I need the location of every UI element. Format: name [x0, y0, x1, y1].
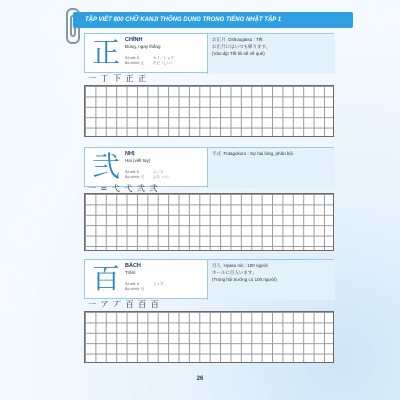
example-reading: Futagokoro : Sự hai lòng, phản bội — [223, 151, 293, 156]
radical: Bộ chính: 止 — [125, 61, 145, 65]
stroke-order: 一 丁 下 正 正 — [88, 74, 148, 83]
example-translation: (Trong hội trường có 100 người) — [212, 277, 277, 282]
example-sentence: ホールに百人います。 — [212, 270, 257, 276]
onyomi: ヒャク — [153, 282, 164, 286]
stroke-info — [125, 56, 174, 66]
han-viet-reading: BÁCH — [125, 263, 141, 269]
kanji-info-box — [84, 33, 334, 73]
kanji-meaning: Trăm — [125, 270, 136, 275]
stroke-order: 一 = 弋 弋 弐 弐 — [88, 184, 159, 193]
han-viet-reading: NHỊ — [125, 151, 135, 157]
kanji-info-box — [84, 259, 334, 299]
example-reading: Hyaku nin : 100 người — [223, 263, 269, 268]
kanji-character: 百 — [91, 262, 120, 295]
kanji-character: 弐 — [91, 150, 120, 183]
page-number: 26 — [196, 376, 204, 382]
stroke-info — [125, 282, 164, 292]
header-title: TẬP VIẾT 800 CHỮ KANJI THÔNG DỤNG TRONG TIẾNG NHẬT TẬP 1 — [85, 17, 282, 23]
kanji-info-box — [84, 147, 334, 187]
example-sentence: お正月にはいつも帰ります。 — [212, 44, 271, 50]
kanji-meaning: Hai (viết tay) — [125, 158, 151, 163]
onyomi: ニ／ジ — [153, 170, 164, 174]
stroke-info — [125, 170, 171, 180]
practice-grid[interactable] — [84, 193, 334, 251]
page-header — [73, 12, 353, 28]
onyomi: セイ／ショウ — [153, 56, 174, 60]
example-translation: (Vào dịp Tết tôi sẽ về quê) — [212, 51, 265, 56]
kanji-character: 正 — [91, 36, 120, 69]
example-word: 百人 — [212, 264, 221, 269]
stroke-count: Số nét: 5 — [125, 56, 140, 60]
example-word: お正月 — [212, 38, 226, 43]
kunyomi: ふた（つ） — [153, 175, 171, 179]
kunyomi: ただ（しい） — [153, 61, 174, 65]
example-reading: Oshougatsu : Tết — [228, 37, 263, 42]
practice-grid[interactable] — [84, 85, 334, 137]
radical: Bộ chính: 白 — [125, 287, 145, 291]
kanji-meaning: Đúng, ngay thẳng — [125, 44, 161, 49]
example-box — [207, 34, 335, 74]
han-viet-reading: CHÍNH — [125, 37, 143, 43]
practice-grid[interactable] — [84, 311, 334, 363]
stroke-count: Số nét: 6 — [125, 282, 140, 286]
stroke-count: Số nét: 6 — [125, 170, 140, 174]
radical: Bộ chính: 弋 — [125, 175, 145, 179]
stroke-order: 一 ア 丆 百 百 百 — [88, 300, 160, 309]
example-box — [207, 148, 335, 188]
example-word: 不式 — [212, 152, 221, 157]
example-box — [207, 260, 335, 300]
